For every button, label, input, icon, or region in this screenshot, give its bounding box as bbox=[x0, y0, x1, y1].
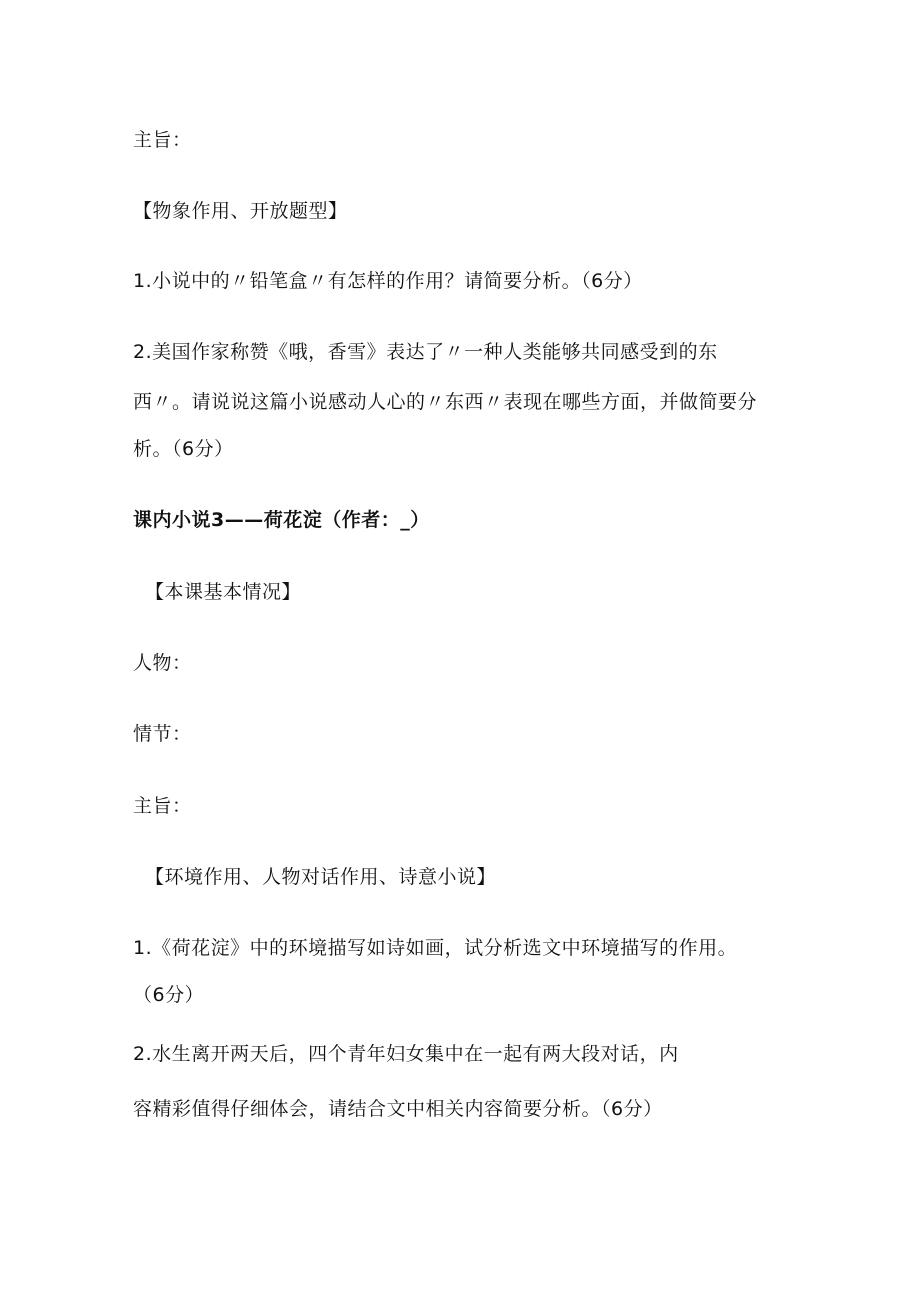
section-heading-object-role: 【物象作用、开放题型】 bbox=[133, 200, 348, 222]
question-1-pencil-box: 1.小说中的〃铅笔盒〃有怎样的作用？请简要分析。（6分） bbox=[133, 270, 643, 292]
characters-label: 人物： bbox=[133, 652, 192, 674]
lesson-heading-hehuadian: 课内小说3——荷花淀（作者：_） bbox=[133, 509, 430, 531]
theme-label-1: 主旨： bbox=[133, 129, 192, 151]
question-2-line-3: 析。（6分） bbox=[133, 438, 234, 460]
theme-label-2: 主旨： bbox=[133, 795, 192, 817]
question-2-line-2: 西〃。请说说这篇小说感动人心的〃东西〃表现在哪些方面，并做简要分 bbox=[133, 391, 758, 413]
question-2-dialogue-line-1: 2.水生离开两天后，四个青年妇女集中在一起有两大段对话，内 bbox=[133, 1043, 679, 1065]
question-2-dialogue-line-2: 容精彩值得仔细体会，请结合文中相关内容简要分析。（6分） bbox=[133, 1098, 663, 1120]
section-heading-environment-dialogue: 【环境作用、人物对话作用、诗意小说】 bbox=[145, 866, 497, 888]
question-1-environment-line-2: （6分） bbox=[133, 984, 205, 1006]
question-1-environment-line-1: 1.《荷花淀》中的环境描写如诗如画，试分析选文中环境描写的作用。 bbox=[133, 937, 738, 959]
section-heading-basic-info: 【本课基本情况】 bbox=[145, 581, 302, 603]
question-2-line-1: 2.美国作家称赞《哦，香雪》表达了〃一种人类能够共同感受到的东 bbox=[133, 341, 718, 363]
plot-label: 情节： bbox=[133, 723, 192, 745]
